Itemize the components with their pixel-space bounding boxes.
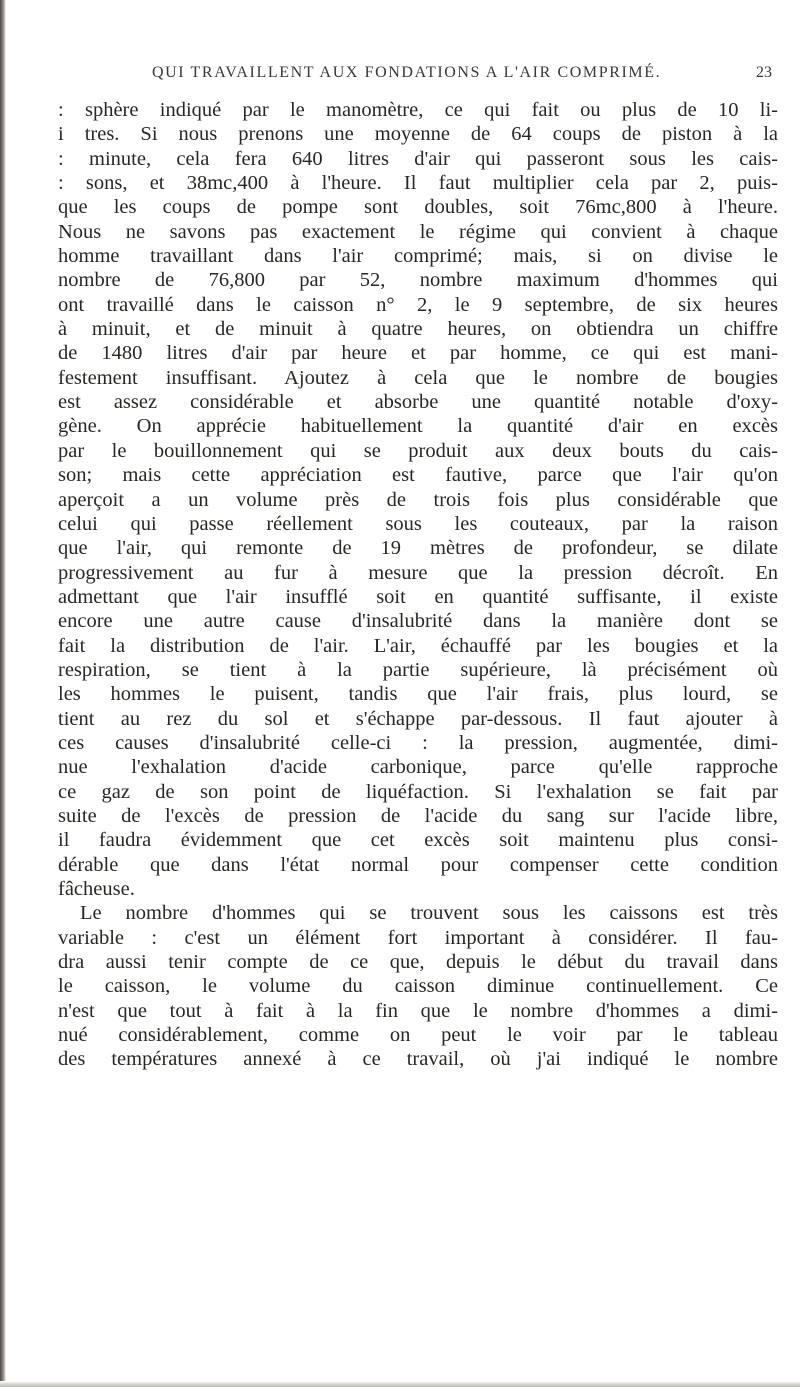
text-line: : sons, et 38mc,400 à l'heure. Il faut multiplier cela par 2, puis- <box>58 172 778 195</box>
text-line: gène. On apprécie habituellement la quantité d'air en excès <box>58 415 778 438</box>
text-line: est assez considérable et absorbe une quantité notable d'oxy- <box>58 391 778 414</box>
text-line: nue l'exhalation d'acide carbonique, parce qu'elle rapproche <box>58 756 778 779</box>
text-line: admettant que l'air insufflé soit en quantité suffisante, il existe <box>58 585 778 608</box>
text-line: de 1480 litres d'air par heure et par homme, ce qui est mani- <box>58 342 778 365</box>
text-line: par le bouillonnement qui se produit aux deux bouts du cais- <box>58 439 778 462</box>
text-line: variable : c'est un élément fort important à considérer. Il fau- <box>58 926 778 949</box>
text-line: homme travaillant dans l'air comprimé; mais, si on divise le <box>58 245 778 268</box>
text-line: respiration, se tient à la partie supérieure, là précisément où <box>58 658 778 681</box>
text-line: : minute, cela fera 640 litres d'air qui passeront sous les cais- <box>58 147 778 170</box>
text-line: i tres. Si nous prenons une moyenne de 64 coups de piston à la <box>58 123 778 146</box>
text-line: progressivement au fur à mesure que la pression décroît. En <box>58 561 778 584</box>
page-number: 23 <box>756 64 772 81</box>
text-line: festement insuffisant. Ajoutez à cela que le nombre de bougies <box>58 366 778 389</box>
text-line: : sphère indiqué par le manomètre, ce qui fait ou plus de 10 li- <box>58 99 778 121</box>
text-line: nué considérablement, comme on peut le voir par le tableau <box>58 1024 778 1047</box>
running-head-title: QUI TRAVAILLENT AUX FONDATIONS A L'AIR COMPRIMÉ. <box>152 64 662 81</box>
text-line: ont travaillé dans le caisson n° 2, le 9 septembre, de six heures <box>58 293 778 316</box>
text-line: encore une autre cause d'insalubrité dans la manière dont se <box>58 610 778 633</box>
text-line: que les coups de pompe sont doubles, soit 76mc,800 à l'heure. <box>58 196 778 219</box>
text-line: celui qui passe réellement sous les couteaux, par la raison <box>58 512 778 535</box>
text-line: nombre de 76,800 par 52, nombre maximum d'hommes qui <box>58 269 778 292</box>
text-line: le caisson, le volume du caisson diminue continuellement. Ce <box>58 975 778 998</box>
text-line: suite de l'excès de pression de l'acide du sang sur l'acide libre, <box>58 804 778 827</box>
page-bottom-edge <box>0 1381 800 1387</box>
text-line: ces causes d'insalubrité celle-ci : la pression, augmentée, dimi- <box>58 731 778 754</box>
running-head <box>0 64 800 88</box>
text-line: son; mais cette appréciation est fautive, parce que l'air qu'on <box>58 464 778 487</box>
text-line: ce gaz de son point de liquéfaction. Si l'exhalation se fait par <box>58 780 778 803</box>
text-line: les hommes le puisent, tandis que l'air frais, plus lourd, se <box>58 683 778 706</box>
text-line: que l'air, qui remonte de 19 mètres de profondeur, se dilate <box>58 537 778 560</box>
text-line: tient au rez du sol et s'échappe par-dessous. Il faut ajouter à <box>58 707 778 730</box>
text-line: aperçoit a un volume près de trois fois plus considérable que <box>58 488 778 511</box>
text-line: Le nombre d'hommes qui se trouvent sous les caissons est très <box>80 902 778 925</box>
text-line: Nous ne savons pas exactement le régime qui convient à chaque <box>58 220 778 243</box>
text-line: fâcheuse. <box>58 878 135 900</box>
text-line: des températures annexé à ce travail, où j'ai indiqué le nombre <box>58 1048 778 1071</box>
text-line: n'est que tout à fait à la fin que le nombre d'hommes a dimi- <box>58 999 778 1022</box>
binding-edge <box>0 0 6 1387</box>
text-line: il faudra évidemment que cet excès soit maintenu plus consi- <box>58 829 778 852</box>
text-line: fait la distribution de l'air. L'air, échauffé par les bougies et la <box>58 634 778 657</box>
text-line: dérable que dans l'état normal pour compenser cette condition <box>58 853 778 876</box>
body-text <box>58 98 778 1072</box>
text-line: dra aussi tenir compte de ce que, depuis le début du travail dans <box>58 951 778 974</box>
text-line: à minuit, et de minuit à quatre heures, on obtiendra un chiffre <box>58 318 778 341</box>
